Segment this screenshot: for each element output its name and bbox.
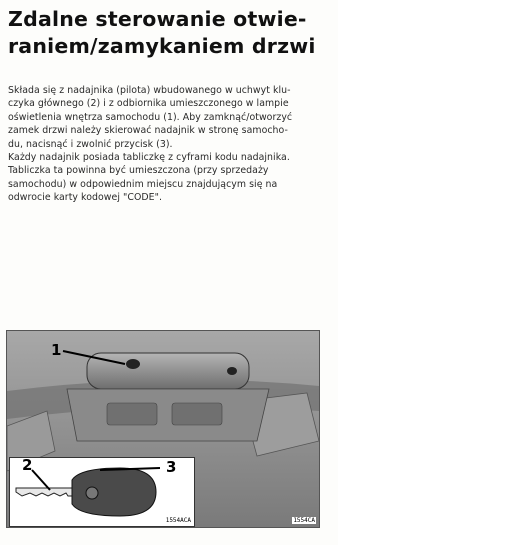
car-interior-figure: [6, 330, 320, 528]
console-slot-right: [172, 403, 222, 425]
console-lower: [67, 389, 269, 441]
pointer-line-2: [32, 470, 50, 490]
key-blade: [16, 488, 72, 496]
console-slot-left: [107, 403, 157, 425]
body-line: samochodu) w odpowiednim miejscu znajdującym się na: [8, 178, 278, 190]
label-key: 2: [22, 456, 33, 474]
key-fob: [72, 468, 156, 516]
title-line-2: raniem/zamykaniem drzwi: [8, 34, 316, 58]
figure-code: 1554CA: [293, 517, 315, 524]
lamp-housing: [87, 353, 249, 389]
body-line: czyka głównego (2) i z odbiornika umieszczonego w lampie: [8, 98, 289, 110]
page-title: [8, 6, 328, 60]
receiver-window: [126, 359, 140, 369]
body-line: oświetlenia wnętrza samochodu (1). Aby zamknąć/otworzyć: [8, 111, 293, 123]
key-button: [86, 487, 98, 499]
lamp-button: [227, 367, 237, 375]
body-line: Każdy nadajnik posiada tabliczkę z cyframi kodu nadajnika.: [8, 152, 290, 164]
body-line: Składa się z nadajnika (pilota) wbudowanego w uchwyt klu-: [8, 85, 291, 96]
inset-code: 1554ACA: [165, 517, 191, 524]
key-inset: [9, 457, 195, 527]
body-line: zamek drzwi należy skierować nadajnik w stronę samocho-: [8, 125, 288, 137]
label-button: 3: [166, 458, 177, 476]
body-line: odwrocie karty kodowej "CODE".: [8, 192, 163, 204]
label-receiver: 1: [51, 341, 62, 359]
body-paragraph: [8, 84, 326, 205]
body-line: Tabliczka ta powinna być umieszczona (przy sprzedaży: [8, 165, 269, 177]
body-line: du, nacisnąć i zwolnić przycisk (3).: [8, 138, 173, 150]
title-line-1: Zdalne sterowanie otwie-: [8, 7, 307, 31]
